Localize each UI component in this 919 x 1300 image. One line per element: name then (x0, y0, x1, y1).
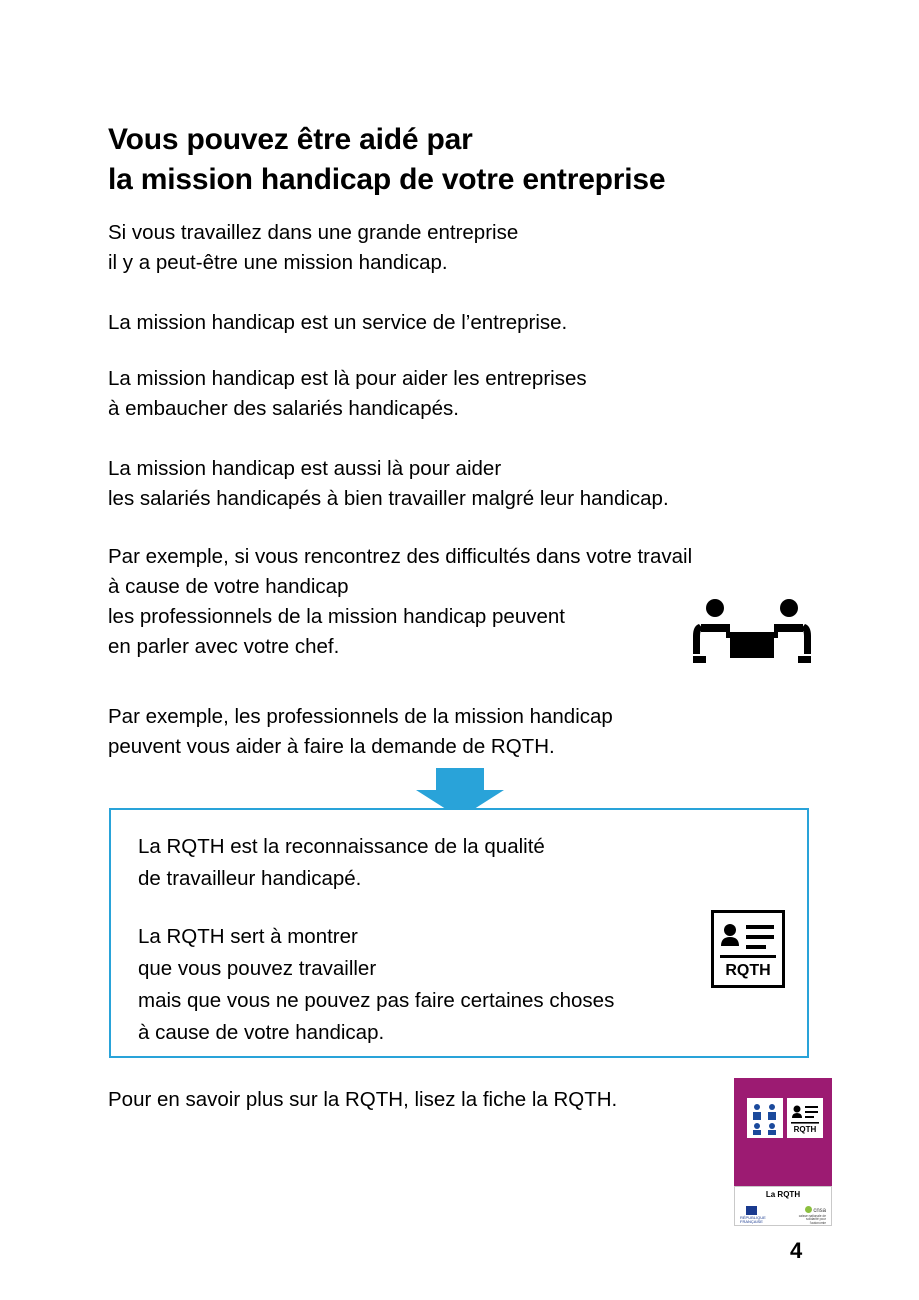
paragraph-3-line-2: à embaucher des salariés handicapés. (108, 397, 459, 420)
paragraph-5-line-4: en parler avec votre chef. (108, 635, 340, 658)
paragraph-2-line-1: La mission handicap est un service de l’entreprise. (108, 311, 568, 334)
definition-block-1 (138, 831, 545, 895)
svg-text:RQTH: RQTH (793, 1125, 817, 1134)
cnsa-mark (805, 1206, 812, 1213)
paragraph-3-line-1: La mission handicap est là pour aider les entreprises (108, 367, 587, 390)
paragraph-1 (108, 218, 518, 278)
brochure-rqth-card-icon (787, 1098, 823, 1138)
page-number: 4 (790, 1238, 803, 1263)
paragraph-4-line-1: La mission handicap est aussi là pour aider (108, 457, 502, 480)
brochure-logos (734, 1204, 832, 1224)
id-card-label: RQTH (725, 962, 771, 979)
paragraph-5-line-1: Par exemple, si vous rencontrez des difficultés dans votre travail (108, 545, 693, 568)
cnsa-label: cnsa (813, 1208, 826, 1214)
cnsa-logo (792, 1206, 826, 1225)
paragraph-5-line-3: les professionnels de la mission handicap peuvent (108, 605, 565, 628)
closing-line: Pour en savoir plus sur la RQTH, lisez la fiche la RQTH. (108, 1088, 618, 1111)
cnsa-sublabel: caisse nationale de solidarité pour l’autonomie (798, 1213, 826, 1225)
brochure-id-card-graphic (788, 1099, 822, 1137)
paragraph-4 (108, 454, 669, 514)
rqth-definition-box (109, 808, 809, 1058)
definition-block-2-line-4: à cause de votre handicap. (138, 1021, 385, 1044)
id-card-icon (711, 910, 785, 988)
definition-block-2-line-3: mais que vous ne pouvez pas faire certaines choses (138, 989, 615, 1012)
definition-block-1-line-2: de travailleur handicapé. (138, 867, 362, 890)
definition-block-2 (138, 921, 614, 1049)
republique-francaise-mark (746, 1206, 757, 1215)
republique-francaise-logo (740, 1206, 766, 1225)
brochure-cover-icons (747, 1098, 819, 1138)
republique-francaise-label: RÉPUBLIQUE FRANÇAISE (740, 1215, 766, 1225)
definition-block-2-line-2: que vous pouvez travailler (138, 957, 377, 980)
definition-block-2-line-1: La RQTH sert à montrer (138, 925, 358, 948)
paragraph-6-line-2: peuvent vous aider à faire la demande de RQTH. (108, 735, 555, 758)
brochure-thumbnail[interactable] (733, 1077, 833, 1227)
paragraph-1-line-1: Si vous travaillez dans une grande entreprise (108, 221, 519, 244)
definition-block-1-line-1: La RQTH est la reconnaissance de la qualité (138, 835, 545, 858)
id-card-icon-graphic (714, 913, 782, 985)
paragraph-5-line-2: à cause de votre handicap (108, 575, 349, 598)
brochure-title: La RQTH (765, 1190, 801, 1199)
paragraph-2 (108, 308, 567, 338)
page-title-line-1: Vous pouvez être aidé par (108, 123, 473, 157)
paragraph-4-line-2: les salariés handicapés à bien travailler malgré leur handicap. (108, 487, 669, 510)
page-title-line-2: la mission handicap de votre entreprise (108, 163, 666, 197)
meeting-people-icon (688, 594, 816, 666)
paragraph-6 (108, 702, 613, 762)
page-title (108, 120, 808, 200)
paragraph-6-line-1: Par exemple, les professionnels de la mission handicap (108, 705, 613, 728)
paragraph-3 (108, 364, 587, 424)
paragraph-5 (108, 542, 692, 662)
accessibility-icons-box (747, 1098, 783, 1138)
paragraph-1-line-2: il y a peut-être une mission handicap. (108, 251, 448, 274)
accessibility-icon-group (748, 1099, 782, 1137)
